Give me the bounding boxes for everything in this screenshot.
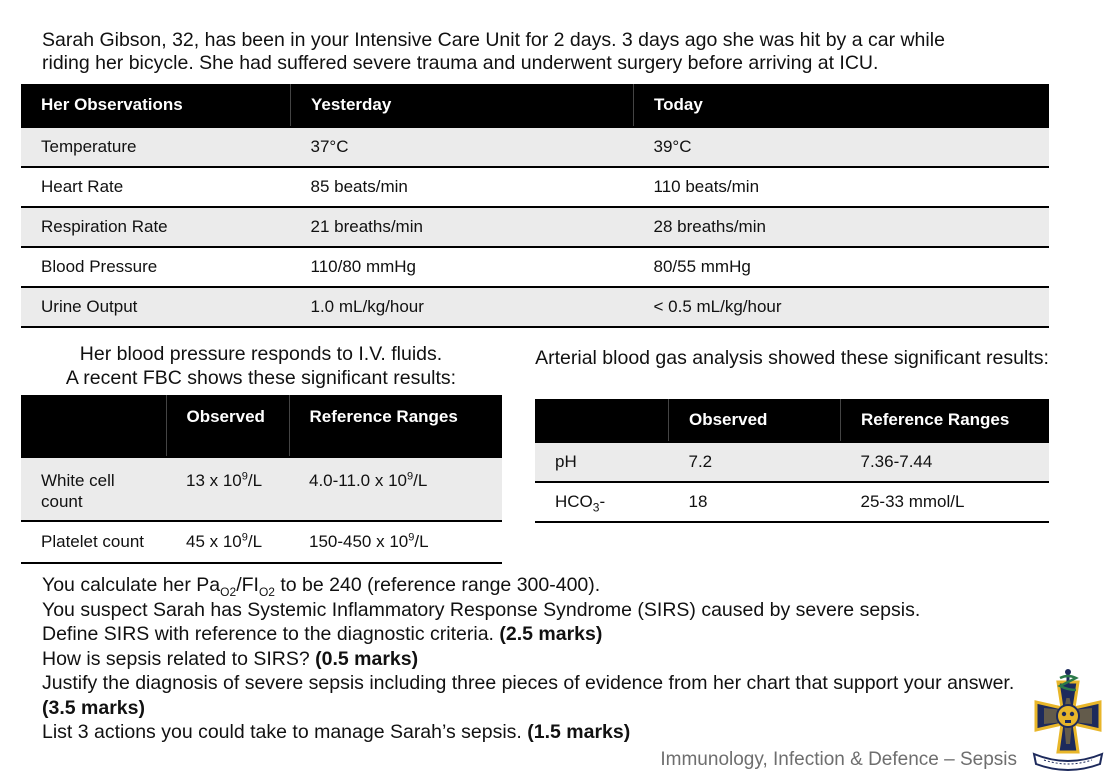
- questions-block: [42, 573, 1022, 745]
- obs-yesterday: 85 beats/min: [291, 167, 634, 207]
- intro-line-1: Sarah Gibson, 32, has been in your Intensive Care Unit for 2 days. 3 days ago she was hit by a car while: [42, 29, 945, 51]
- crest-banner: [1034, 754, 1102, 770]
- fbc-reference: [289, 457, 502, 521]
- obs-label: Temperature: [21, 127, 291, 167]
- table-row: [21, 457, 502, 521]
- fbc-caption-line-1: Her blood pressure responds to I.V. fluids.: [79, 343, 443, 365]
- question-4: [42, 720, 1022, 745]
- abg-label: [535, 442, 669, 482]
- fbc-observed: [166, 457, 289, 521]
- footer-course-title: Immunology, Infection & Defence – Sepsis: [660, 749, 1017, 770]
- table-row: [21, 167, 1049, 207]
- fbc-header-observed: Observed: [166, 395, 289, 457]
- obs-yesterday: 110/80 mmHg: [291, 247, 634, 287]
- fbc-observed: [166, 521, 289, 563]
- obs-today: < 0.5 mL/kg/hour: [634, 287, 1050, 327]
- obs-label: Blood Pressure: [21, 247, 291, 287]
- question-3: [42, 671, 1022, 720]
- table-row: [21, 287, 1049, 327]
- fbc-header-blank: [21, 395, 166, 457]
- abg-label: [535, 482, 669, 522]
- observations-table: [21, 84, 1049, 328]
- observations-header-row: [21, 84, 1049, 127]
- question-2: [42, 647, 1022, 672]
- table-row: [21, 521, 502, 563]
- header-yesterday: Yesterday: [291, 84, 634, 127]
- fbc-ref-unit: /L: [413, 471, 428, 490]
- question-2-marks: (0.5 marks): [315, 647, 419, 670]
- pf-ratio-line: [42, 573, 1022, 598]
- question-2-text: How is sepsis related to SIRS?: [42, 647, 316, 670]
- abg-header-blank: [535, 399, 669, 442]
- header-her-observations: Her Observations: [21, 84, 291, 127]
- fbc-table: [21, 395, 502, 564]
- table-row: [21, 247, 1049, 287]
- obs-today: 80/55 mmHg: [634, 247, 1050, 287]
- pf-sub-1: O2: [220, 584, 237, 599]
- fbc-ref-base: 4.0-11.0 x 10: [309, 471, 407, 490]
- fbc-observed-base: 13 x 10: [186, 471, 242, 490]
- abg-table: [535, 399, 1049, 523]
- pf-prefix: You calculate her Pa: [42, 574, 221, 596]
- question-1-marks: (2.5 marks): [499, 623, 603, 645]
- intro-line-2: riding her bicycle. She had suffered severe trauma and underwent surgery before arriving at ICU.: [42, 52, 879, 74]
- fbc-header-reference: Reference Ranges: [289, 395, 502, 457]
- fbc-header-row: [21, 395, 502, 457]
- abg-header-reference: Reference Ranges: [841, 399, 1050, 442]
- obs-today: 39°C: [634, 127, 1050, 167]
- pf-suffix: to be 240 (reference range 300-400).: [274, 574, 601, 596]
- pf-mid: /FI: [236, 574, 259, 596]
- fbc-ref-exp: 9: [406, 470, 414, 483]
- fbc-label: White cell count: [21, 457, 166, 521]
- abg-reference: 25-33 mmol/L: [841, 482, 1050, 522]
- fbc-observed-unit: /L: [247, 471, 263, 490]
- crest-skull: [1057, 705, 1079, 727]
- fbc-observed-exp: 9: [241, 531, 248, 544]
- pf-sub-2: O2: [258, 584, 275, 599]
- question-1: [42, 622, 1022, 647]
- fbc-observed-base: 45 x 10: [186, 532, 242, 551]
- obs-yesterday: 1.0 mL/kg/hour: [291, 287, 634, 327]
- abg-reference: 7.36-7.44: [841, 442, 1050, 482]
- obs-label: Respiration Rate: [21, 207, 291, 247]
- abg-observed: 7.2: [669, 442, 841, 482]
- fbc-label: Platelet count: [21, 521, 166, 563]
- fbc-caption-line-2: A recent FBC shows these significant results:: [65, 367, 457, 389]
- abg-observed: 18: [669, 482, 841, 522]
- fbc-caption: [20, 342, 502, 390]
- fbc-ref-exp: 9: [408, 531, 415, 544]
- fbc-ref-base: 150-450 x 10: [309, 532, 409, 551]
- abg-header-row: [535, 399, 1049, 442]
- question-3-marks: (3.5 marks): [42, 696, 145, 719]
- obs-today: 110 beats/min: [634, 167, 1050, 207]
- header-today: Today: [634, 84, 1050, 127]
- case-intro: [42, 29, 1052, 75]
- obs-label: Urine Output: [21, 287, 291, 327]
- suspect-line: You suspect Sarah has Systemic Inflammatory Response Syndrome (SIRS) caused by severe sepsis.: [42, 598, 921, 621]
- question-4-text: List 3 actions you could take to manage Sarah’s sepsis.: [42, 721, 528, 743]
- table-row: [21, 207, 1049, 247]
- question-1-text: Define SIRS with reference to the diagnostic criteria.: [42, 623, 500, 645]
- abg-header-observed: Observed: [669, 399, 841, 442]
- abg-label-suffix: -: [599, 492, 606, 511]
- obs-today: 28 breaths/min: [634, 207, 1050, 247]
- fbc-ref-unit: /L: [414, 532, 429, 551]
- table-row: [535, 482, 1049, 522]
- university-crest-icon: [1030, 668, 1106, 778]
- abg-label-base: pH: [555, 452, 577, 471]
- abg-caption: Arterial blood gas analysis showed these significant results:: [535, 347, 1049, 369]
- table-row: [21, 127, 1049, 167]
- fbc-reference: [289, 521, 502, 563]
- question-4-marks: (1.5 marks): [527, 721, 631, 743]
- question-3-text: Justify the diagnosis of severe sepsis including three pieces of evidence from her chart that support your answer.: [42, 672, 1015, 694]
- fbc-observed-unit: /L: [247, 532, 263, 551]
- table-row: [535, 442, 1049, 482]
- obs-yesterday: 21 breaths/min: [291, 207, 634, 247]
- abg-label-base: HCO: [555, 492, 593, 511]
- fbc-observed-exp: 9: [241, 470, 248, 483]
- abg-label-sub: 3: [592, 500, 600, 515]
- obs-yesterday: 37°C: [291, 127, 634, 167]
- obs-label: Heart Rate: [21, 167, 291, 207]
